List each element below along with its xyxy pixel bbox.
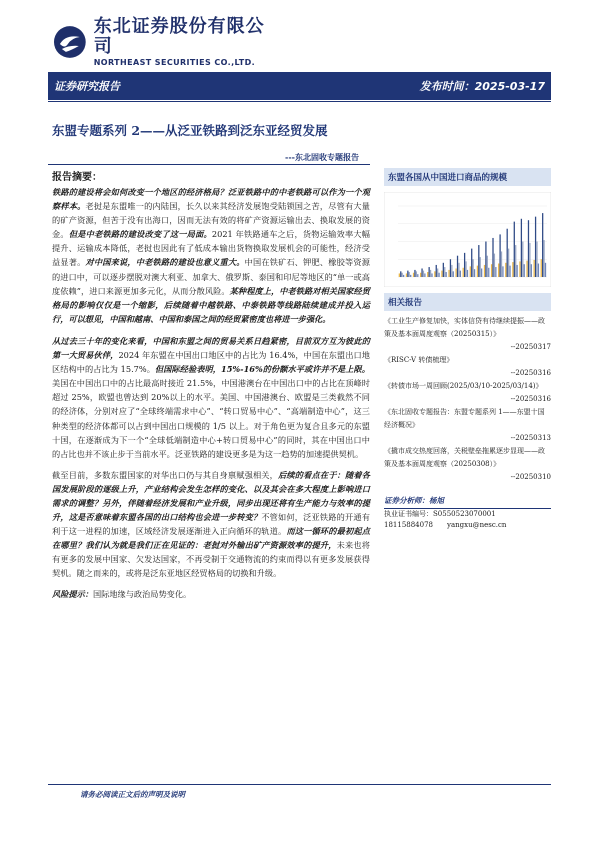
chart-bar [470, 266, 471, 277]
publish-time: 发布时间：2025-03-17 [419, 80, 545, 93]
chart-bar [406, 273, 407, 277]
chart-bar [474, 269, 475, 277]
p1-bold-1: 铁路的建设将会如何改变一个地区的经济格局？泛亚铁路中的中老铁路可以作为一个观察样本。 [52, 187, 370, 212]
chart-bar [542, 213, 543, 277]
bar-chart [384, 192, 551, 287]
chart-bar [522, 242, 523, 278]
related-report-date: --20250310 [510, 473, 551, 481]
chart-bar [416, 271, 417, 277]
chart-bar [495, 267, 496, 277]
company-name-cn: 东北证券股份有限公司 [93, 15, 265, 57]
chart-bar [515, 245, 516, 277]
p3-text-2: 不管如何，泛亚铁路的开通有利于这一进程的加速，区域经济发展逐渐进入正向循环的轨道。 [52, 512, 370, 537]
chart-bar [512, 262, 513, 277]
chart-bar [417, 274, 418, 277]
chart-bar [529, 243, 530, 277]
related-report-title[interactable]: 《东北固收专题报告：东盟专题系列 1——东盟十国经济概况》 [384, 408, 545, 429]
chart-bar [446, 272, 447, 277]
chart-bar [526, 261, 527, 277]
related-report-title[interactable]: 《转债市场一周回顾(2025/03/10-2025/03/14)》 [384, 382, 543, 390]
chart-bar [407, 271, 408, 277]
chart-bar [414, 270, 415, 277]
chart-bar [521, 219, 522, 277]
chart-bar [438, 273, 439, 277]
chart-bar [492, 238, 493, 277]
related-report-date: --20250316 [510, 369, 551, 377]
p3-bold-2: 而这一循环的最初起点在哪里？我们认为就是我们正在见证的：老挝对外输出矿产资源效率的提升， [52, 526, 370, 551]
related-report-date: --20250316 [510, 395, 551, 403]
p2-bold-1: 从过去三十年的变化来看，中国和东盟之间的贸易关系日趋紧密，目前双方互为彼此的第一大贸易伙伴， [52, 335, 370, 361]
chart-bar [498, 264, 499, 277]
chart-bar [502, 266, 503, 277]
chart-bar [458, 263, 459, 277]
chart-bar [429, 267, 430, 277]
company-name-en: NORTHEAST SECURITIES CO.,LTD. [93, 57, 256, 67]
chart-bar [524, 264, 525, 277]
related-report-item[interactable] [384, 445, 551, 484]
chart-bar [421, 268, 422, 277]
analyst-email[interactable]: yangxu@nesc.cn [447, 521, 507, 529]
p2-bold-2: 但国际经验表明，15%-16%的份额水平或许并不是上限。 [155, 364, 370, 375]
chart-bar [514, 222, 515, 277]
chart-bar [444, 267, 445, 277]
company-logo [52, 15, 282, 67]
chart-bar [437, 268, 438, 277]
chart-bar [487, 256, 488, 277]
chart-bar [538, 264, 539, 277]
chart-bar [545, 263, 546, 277]
chart-bar [488, 268, 489, 277]
chart-bar [460, 271, 461, 277]
chart-bar [528, 220, 529, 277]
chart-bar [477, 266, 478, 277]
chart-bar [450, 259, 451, 277]
chart-bar [457, 256, 458, 277]
chart-bar [423, 271, 424, 277]
chart-bar [410, 275, 411, 277]
chart-bar [424, 273, 425, 277]
p1-bold-3: 对中国来说，中老铁路的建设也意义重大。 [85, 257, 245, 268]
chart-bar [543, 240, 544, 277]
chart-bar [480, 257, 481, 277]
related-report-title[interactable]: 《撬市成交热度回落，关税壁垒拖累逐步显现——政策及基本面周度观察（20250308）》 [384, 447, 545, 468]
title-divider [48, 164, 370, 165]
chart-bar [443, 263, 444, 277]
chart-bar [509, 266, 510, 277]
risk-label: 风险提示： [52, 588, 93, 599]
chart-bar [430, 270, 431, 277]
chart-bar [534, 260, 535, 277]
sidebar [384, 168, 551, 531]
chart-bar [441, 271, 442, 277]
chart-bar [403, 275, 404, 277]
summary-paragraph-1 [52, 185, 370, 326]
chart-bar [409, 272, 410, 277]
chart-bar [420, 273, 421, 277]
chart-bar [467, 270, 468, 277]
p1-text-2: 2021 年铁路通车之后，货物运输效率大幅提升、运输成本降低，老挝也因此有了低成本输出货物换取发展机会的可能性，经济受益显著。 [52, 229, 370, 268]
chart-bar [516, 265, 517, 277]
chart-bar [413, 273, 414, 277]
related-report-title[interactable]: 《工业生产修复加快，实体信贷有待继续提振——政策及基本面周度观察（20250315）》 [384, 317, 545, 338]
chart-bar [535, 217, 536, 277]
chart-bar [473, 259, 474, 277]
related-list [384, 315, 551, 484]
chart-bar [536, 242, 537, 278]
related-reports [384, 293, 551, 484]
chart-bar [448, 270, 449, 277]
chart-bar [519, 261, 520, 277]
chart-bar [499, 234, 500, 277]
chart-bar [507, 229, 508, 277]
p1-text-1: 老挝是东盟唯一的内陆国，长久以来其经济发展饱受陆锁国之苦，尽管有大量的矿产资源，但苦于没有出海口，因而无法有效的将矿产资源运输出去、换取发展的资金。 [52, 201, 370, 240]
chart-bar [485, 242, 486, 278]
chart-bar [427, 272, 428, 277]
p1-bold-4: 某种程度上，中老铁路对相关国家经贸格局的影响仅仅是一个缩影，后续随着中越铁路、中泰铁路等线路陆续建成并投入运行，可以想见，中国和越南、中国和泰国之间的经贸紧密度也将进一步强化。 [52, 285, 370, 324]
p1-text-3: 中国在铁矿石、钾肥、橡胶等资源的进口中，可以逐步摆脱对澳大利亚、加拿大、俄罗斯、泰国和印尼等地区的“单一或高度依赖”，进口来源更加多元化，从而分散风险。 [52, 257, 370, 296]
chart-bar [463, 268, 464, 277]
chart-bar [402, 273, 403, 277]
chart-bar [508, 249, 509, 277]
related-report-date: --20250313 [510, 434, 551, 442]
report-header-band [48, 72, 551, 100]
header-divider [48, 101, 551, 102]
analyst-name: 证券分析师：杨旭 [384, 495, 551, 509]
chart-bar [455, 268, 456, 277]
analyst-phone: 18115884078 [384, 521, 433, 529]
p2-text-2: 美国在中国出口中的占比最高时接近 21.5%，中国港澳台在中国出口中的占比在顶峰时超过 25%，欧盟也曾达到 20%以上的水平。美国、中国港澳台、欧盟是三类截然不同的经济体，分别对应了“全球终端需求中心”、“转口贸易中心”、“高端制造中心”，这三种类型的经济体都可以占到中国出口规模的 1/5 以上。对于角色更为复合且多元的东盟十国，在逐渐成为下一个“全球低端制造中心+转口贸易中心”的同时，其在中国出口中的占比也并不该止步于当前水平。泛亚铁路的建设更多是为这一趋势的加速提供契机。 [52, 378, 370, 459]
summary-heading: 报告摘要： [52, 172, 102, 183]
chart-bar [494, 254, 495, 277]
chart-bar [491, 264, 492, 277]
chart-bar [501, 251, 502, 277]
cert-number: 执业证书编号：S0550523070001 [384, 510, 496, 518]
chart-bar [464, 253, 465, 277]
main-column [52, 168, 370, 601]
analyst-block [384, 495, 551, 531]
chart-bar [484, 265, 485, 277]
chart-bar [453, 271, 454, 277]
chart-bar [399, 273, 400, 277]
p3-text-1: 截至目前，多数东盟国家的对华出口仍与其自身禀赋强相关， [52, 469, 279, 480]
related-report-item[interactable] [384, 406, 551, 445]
chart-bar [465, 261, 466, 277]
chart-bar [431, 273, 432, 277]
related-heading: 相关报告 [384, 293, 551, 311]
chart-bar [451, 265, 452, 277]
chart-bar [436, 265, 437, 277]
related-report-item[interactable] [384, 354, 551, 380]
chart-bar [541, 259, 542, 277]
p2-text-1: 2024 年东盟在中国出口地区中的占比为 16.4%，中国在东盟出口地区结构中的占比为 15.7%。 [52, 350, 370, 375]
footer-divider [48, 784, 551, 785]
chart-bar [400, 271, 401, 277]
report-type: 证券研究报告 [54, 80, 120, 93]
related-report-item[interactable] [384, 315, 551, 354]
related-report-title[interactable]: 《RISC-V 转债梳理》 [384, 356, 454, 364]
summary-paragraph-2 [52, 334, 370, 461]
chart-bar [531, 264, 532, 277]
chart-bar [478, 245, 479, 277]
risk-warning [52, 587, 370, 601]
chart-bar [434, 271, 435, 277]
summary-paragraph-3 [52, 468, 370, 581]
chart-heading: 东盟各国从中国进口商品的规模 [384, 168, 551, 186]
cert-row [384, 509, 551, 520]
report-title: 东盟专题系列 2——从泛亚铁路到泛东亚经贸发展 [52, 123, 328, 138]
report-subtitle: ---东北固收专题报告 [285, 152, 359, 162]
contact-row [384, 520, 551, 531]
risk-text: 国际地缘与政治局势变化。 [92, 588, 192, 599]
chart-bar [481, 268, 482, 277]
p3-text-3: 未来也将有更多的发展中国家、欠发达国家，不再受制于交通物流的约束而得以有更多发展获得契机。随之而来的，或将是泛东亚地区经贸格局的切换和升级。 [52, 540, 370, 579]
logo-icon [52, 24, 88, 60]
p1-bold-2: 但是中老铁路的建设改变了这一局面。 [68, 229, 212, 240]
related-report-date: --20250317 [510, 343, 551, 351]
chart-container [384, 192, 551, 287]
related-report-item[interactable] [384, 380, 551, 406]
footer-disclaimer[interactable]: 请务必阅读正文后的声明及说明 [80, 790, 185, 799]
p3-bold-1: 后续的看点在于：随着各国发展阶段的逐级上升，产业结构会发生怎样的变化、以及其会在多大程度上影响进口需求的调整？另外，伴随着经济发展和产业升级，同步出现还将有生产能力与效率的提升，这是否意味着东盟各国的出口结构也会进一步转变？ [52, 469, 370, 523]
chart-bar [471, 249, 472, 277]
chart-bar [505, 263, 506, 277]
